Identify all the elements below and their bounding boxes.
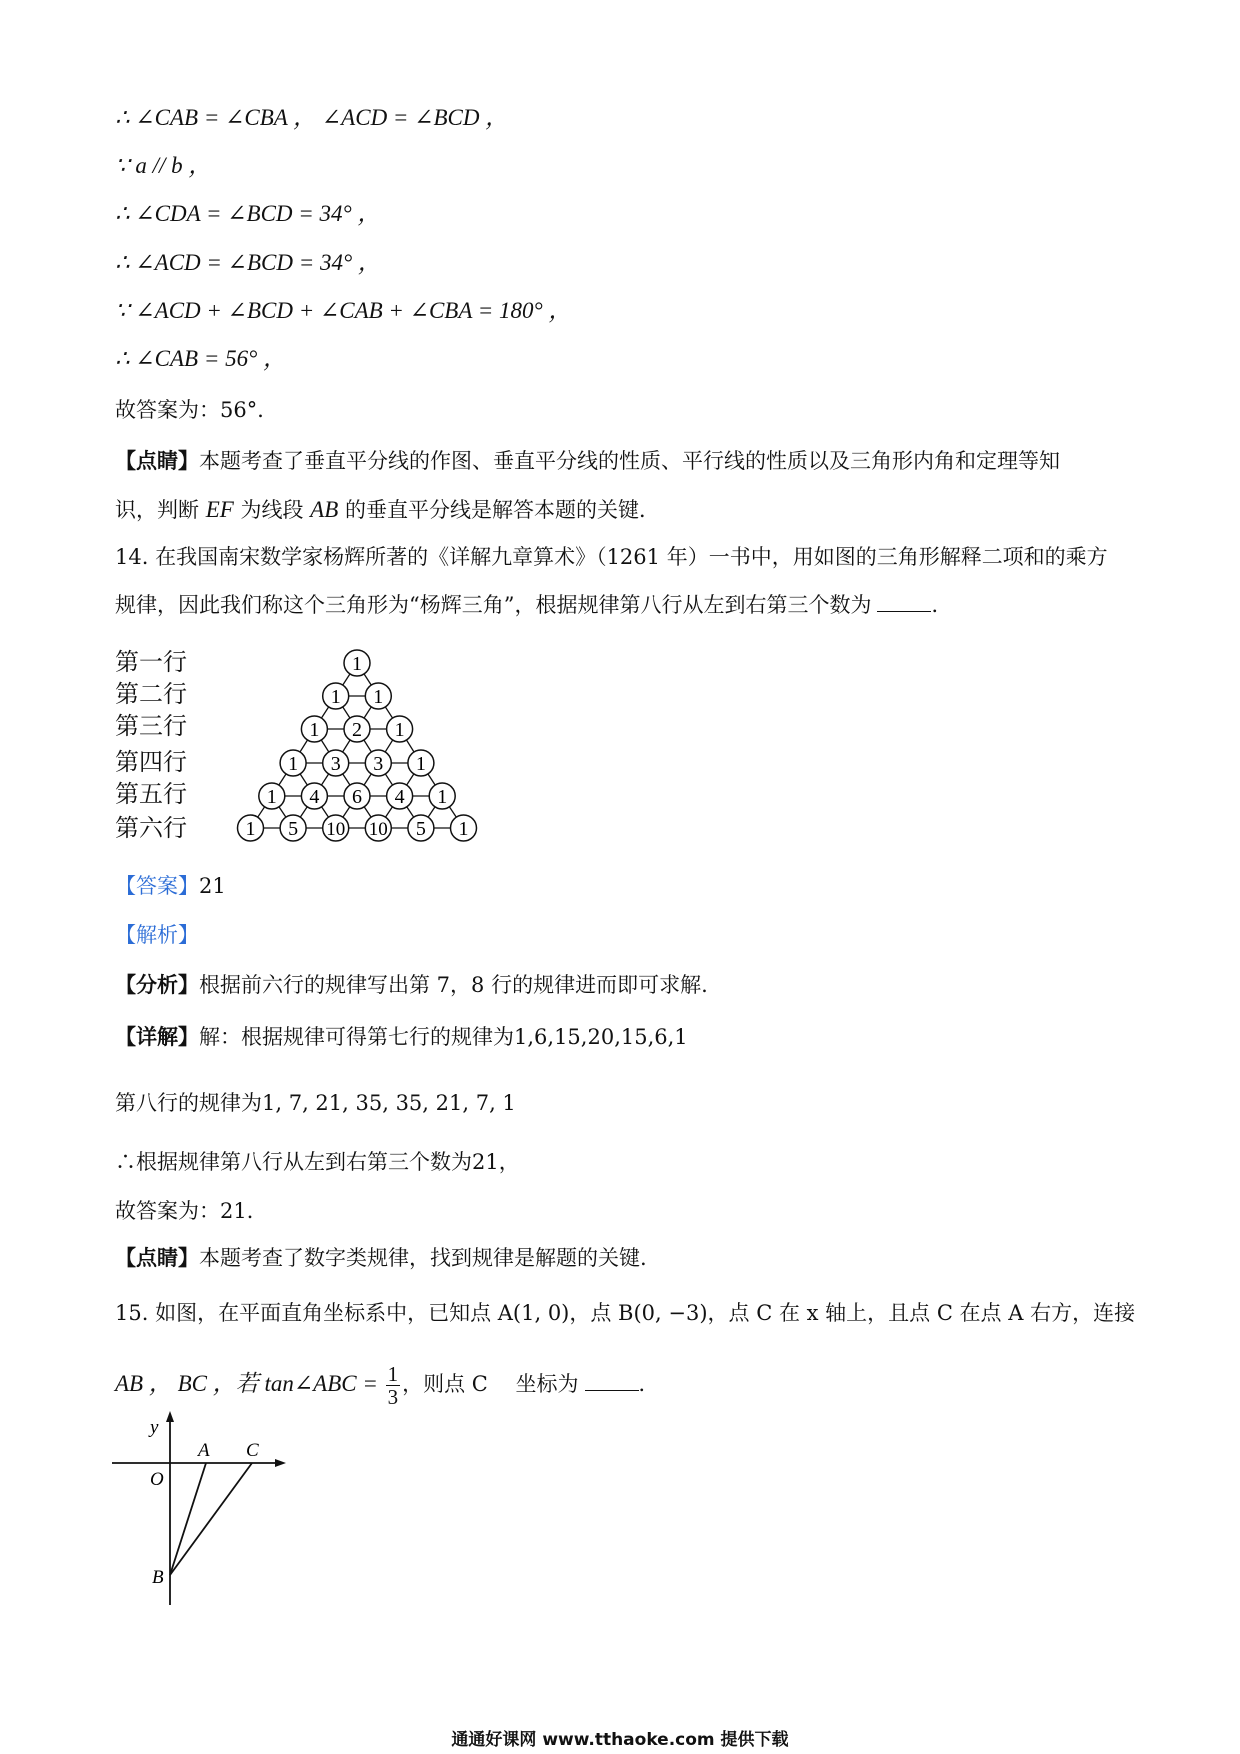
q14-fenxi-line bbox=[115, 970, 708, 1000]
triangle-node-value: 1 bbox=[266, 786, 277, 808]
row-label-4: 第四行 bbox=[115, 748, 187, 776]
q13-dianjing-text-1: 本题考查了垂直平分线的作图、垂直平分线的性质、平行线的性质以及三角形内角和定理等知 bbox=[199, 449, 1060, 473]
proof-line-3: ∴ ∠CDA = ∠BCD = 34° ， bbox=[115, 201, 381, 226]
proof-line-2: ∵ a // b ， bbox=[115, 153, 212, 178]
xiangjie-tag: 【详解】 bbox=[115, 1024, 199, 1049]
answer-blank-15 bbox=[585, 1372, 639, 1391]
triangle-node-value: 1 bbox=[288, 753, 299, 775]
label-a: A bbox=[198, 1440, 210, 1461]
jiexi-tag: 【解析】 bbox=[115, 923, 199, 947]
triangle-node-value: 4 bbox=[309, 786, 320, 808]
q15-line-2-text-b: ，则点 C 坐标为 bbox=[402, 1372, 579, 1396]
q14-line-2-end: ． bbox=[931, 593, 953, 617]
row-label-3: 第三行 bbox=[115, 712, 187, 740]
coordinate-figure bbox=[100, 1405, 300, 1605]
label-o: O bbox=[150, 1469, 164, 1490]
y-axis-arrow-icon bbox=[166, 1411, 174, 1422]
triangle-node-value: 10 bbox=[368, 819, 388, 840]
q14-answer: 21 bbox=[199, 874, 226, 898]
triangle-node-value: 5 bbox=[288, 818, 299, 840]
triangle-node-value: 1 bbox=[437, 786, 448, 808]
q14-answer-line bbox=[115, 871, 226, 901]
q14-dianjing-line bbox=[115, 1243, 647, 1273]
triangle-node-value: 1 bbox=[373, 686, 384, 708]
row-label-2: 第二行 bbox=[115, 680, 187, 708]
conclusion-line: ∴根据规律第八行从左到右第三个数为21， bbox=[115, 1150, 520, 1174]
triangle-node-value: 3 bbox=[330, 753, 341, 775]
proof-line-1: ∴ ∠CAB = ∠CBA ， ∠ACD = ∠BCD ， bbox=[115, 105, 509, 130]
q13-dianjing-text-2c: 的垂直平分线是解答本题的关键． bbox=[338, 498, 660, 522]
q15-line-1: 15. 如图，在平面直角坐标系中，已知点 A(1, 0)，点 B(0, −3)，点 C 在 x 轴上，且点 C 在点 A 右方，连接 bbox=[115, 1301, 1136, 1325]
segment-ef: EF bbox=[205, 497, 234, 522]
triangle-node-value: 2 bbox=[352, 719, 362, 741]
triangle-node-value: 1 bbox=[458, 818, 469, 840]
label-y: y bbox=[150, 1417, 159, 1438]
fenxi-tag: 【分析】 bbox=[115, 972, 199, 997]
row8-line: 第八行的规律为1, 7, 21, 35, 35, 21, 7, 1 bbox=[115, 1091, 516, 1115]
label-b: B bbox=[152, 1567, 164, 1588]
proof-line-6: ∴ ∠CAB = 56° ， bbox=[115, 346, 287, 371]
q14-line-2-text: 规律，因此我们称这个三角形为“杨辉三角”，根据规律第八行从左到右第三个数为 bbox=[115, 593, 872, 617]
q13-dianjing-text-2a: 识，判断 bbox=[115, 498, 206, 522]
answer-tag: 【答案】 bbox=[115, 874, 199, 898]
fraction-denominator: 3 bbox=[387, 1385, 399, 1409]
row-label-5: 第五行 bbox=[115, 780, 187, 808]
segment-ab: AB bbox=[310, 497, 339, 522]
triangle-node-value: 1 bbox=[330, 686, 341, 708]
triangle-node-value: 3 bbox=[373, 753, 384, 775]
triangle-node-value: 5 bbox=[415, 818, 426, 840]
q14-line-1: 14. 在我国南宋数学家杨辉所著的《详解九章算术》（1261 年）一书中，用如图的三角形解释二项和的乘方 bbox=[115, 545, 1108, 569]
q13-dianjing-text-2b: 为线段 bbox=[233, 498, 311, 522]
final-answer-14: 故答案为：21． bbox=[115, 1199, 268, 1223]
triangle-node-value: 1 bbox=[309, 719, 320, 741]
triangle-node-value: 1 bbox=[245, 818, 256, 840]
triangle-node-value: 6 bbox=[352, 786, 362, 808]
segment-bc-line bbox=[170, 1463, 252, 1575]
proof-line-5: ∵ ∠ACD + ∠BCD + ∠CAB + ∠CBA = 180° ， bbox=[115, 298, 572, 323]
q14-dianjing-text: 本题考查了数字类规律，找到规律是解题的关键. bbox=[199, 1246, 647, 1270]
footer: 通通好课网 www.tthaoke.com 提供下载 bbox=[451, 1730, 789, 1750]
q15-line-2 bbox=[115, 1362, 660, 1408]
xiangjie-text: 解：根据规律可得第七行的规律为1,6,15,20,15,6,1 bbox=[199, 1025, 688, 1049]
triangle-node-value: 1 bbox=[352, 653, 362, 675]
triangle-node-value: 1 bbox=[415, 753, 426, 775]
triangle-node-value: 10 bbox=[326, 819, 346, 840]
fraction-one-third bbox=[386, 1363, 401, 1408]
fenxi-text: 根据前六行的规律写出第 7，8 行的规律进而即可求解. bbox=[199, 973, 708, 997]
q13-dianjing-tag: 【点睛】 bbox=[115, 448, 199, 473]
q15-line-2-text: AB ， BC ，若 tan∠ABC = bbox=[115, 1371, 384, 1396]
answer-line-13: 故答案为：56°． bbox=[115, 398, 279, 422]
fraction-numerator: 1 bbox=[387, 1362, 399, 1386]
q15-line-2-end: ． bbox=[638, 1372, 660, 1396]
triangle-node-value: 4 bbox=[394, 786, 405, 808]
row-label-6: 第六行 bbox=[115, 814, 187, 842]
triangle-node-value: 1 bbox=[394, 719, 405, 741]
q14-dianjing-tag: 【点睛】 bbox=[115, 1245, 199, 1270]
q14-xiangjie-line bbox=[115, 1022, 688, 1052]
label-c: C bbox=[246, 1440, 259, 1461]
segment-ab-line bbox=[170, 1463, 206, 1575]
x-axis-arrow-icon bbox=[275, 1459, 286, 1467]
row-label-1: 第一行 bbox=[115, 648, 187, 676]
proof-line-4: ∴ ∠ACD = ∠BCD = 34° ， bbox=[115, 250, 381, 275]
